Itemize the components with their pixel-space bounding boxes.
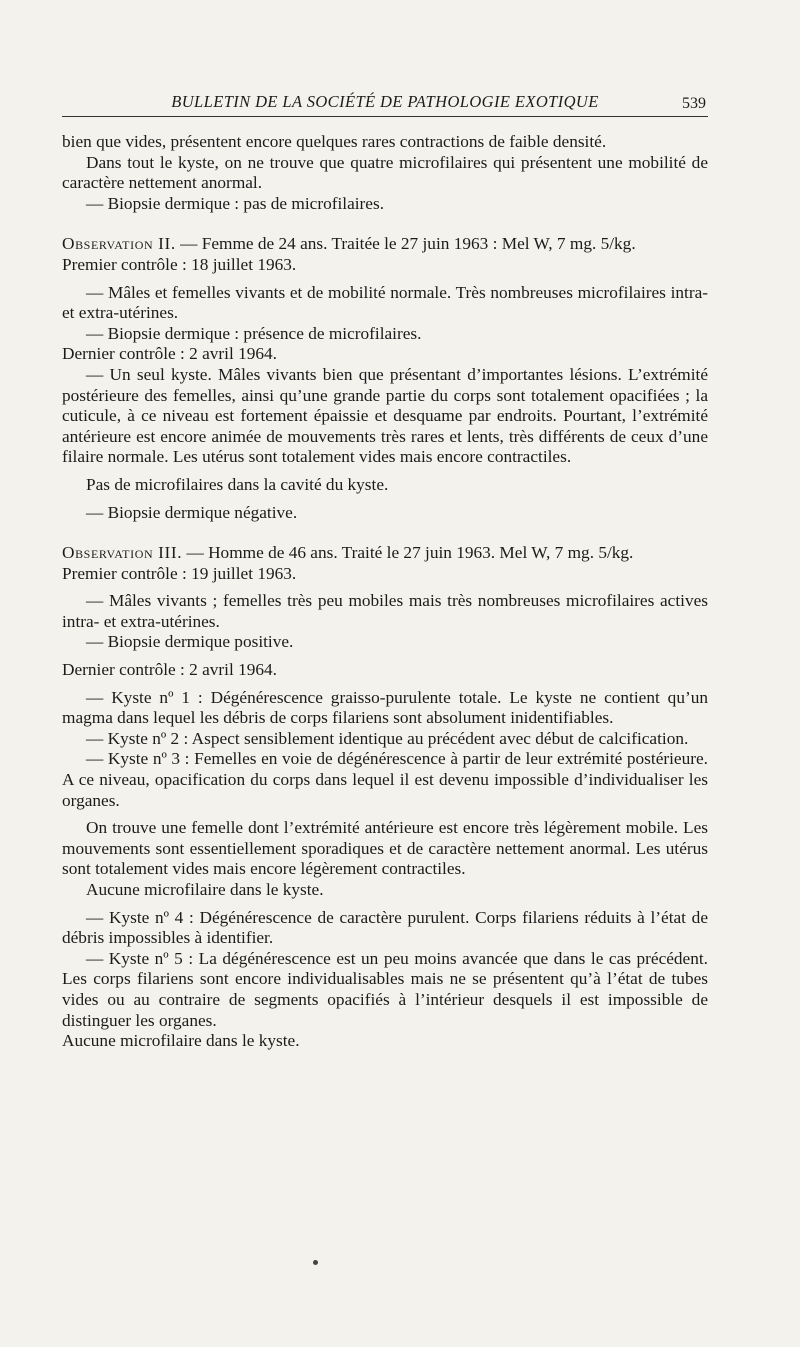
observation-2-heading (62, 234, 708, 255)
page-number: 539 (682, 95, 706, 112)
observation-3-heading (62, 543, 708, 564)
paragraph: — Biopsie dermique : présence de microfilaires. (86, 323, 422, 343)
paragraph: Premier contrôle : 19 juillet 1963. (62, 563, 297, 583)
paragraph: Aucune microfilaire dans le kyste. (86, 880, 324, 899)
observation-description: — Femme de 24 ans. Traitée le 27 juin 1963 : Mel W, 7 mg. 5/kg. (175, 234, 636, 254)
paragraph: — Kyste nº 5 : La dégénérescence est un peu moins avancée que dans le cas précédent. Les corps filariens sont encore individualisables mais ne se présentent qu’à l’état de tubes vides ou au contraire de segments opacifiés à l’intérieur desquels il est impossible de distinguer les organes. (62, 948, 708, 1030)
paragraph: Pas de microfilaires dans la cavité du kyste. (86, 474, 389, 494)
paragraph: — Mâles et femelles vivants et de mobilité normale. Très nombreuses microfilaires intra- et extra-utérines. (62, 282, 708, 323)
observation-description: — Homme de 46 ans. Traité le 27 juin 1963. Mel W, 7 mg. 5/kg. (182, 543, 634, 563)
paragraph: — Kyste nº 3 : Femelles en voie de dégénérescence à partir de leur extrémité postérieure. A ce niveau, opacification du corps dans lequel il est devenu impossible d’individualiser les organes. (62, 749, 708, 810)
paragraph: — Kyste nº 2 : Aspect sensiblement identique au précédent avec début de calcification. (86, 728, 689, 748)
paragraph: Aucune microfilaire dans le kyste. (62, 1031, 300, 1051)
paragraph: — Biopsie dermique positive. (86, 632, 294, 652)
paragraph: — Biopsie dermique négative. (86, 502, 298, 522)
paragraph: Premier contrôle : 18 juillet 1963. (62, 254, 297, 274)
paragraph: Dernier contrôle : 2 avril 1964. (62, 660, 277, 680)
paragraph: — Kyste nº 4 : Dégénérescence de caractère purulent. Corps filariens réduits à l’état de débris impossibles à identifier. (62, 907, 708, 948)
paragraph: — Mâles vivants ; femelles très peu mobiles mais très nombreuses microfilaires actives intra- et extra-utérines. (62, 591, 708, 631)
observation-label: Observation II. (62, 234, 176, 254)
observation-label: Observation III. (62, 543, 183, 563)
journal-title: BULLETIN DE LA SOCIÉTÉ DE PATHOLOGIE EXOTIQUE (171, 92, 599, 111)
ink-speck (313, 1260, 318, 1265)
paragraph: — Un seul kyste. Mâles vivants bien que présentant d’importantes lésions. L’extrémité postérieure des femelles, ainsi qu’une grande partie du corps sont totalement opacifiées ; la cuticule, à ce niveau est fortement épaissie et desquame par endroits. Pourtant, l’extrémité antérieure est encore animée de mouvements très rares et lents, très différents de ceux d’une filaire normale. Les utérus sont totalement vides mais encore contractiles. (62, 364, 708, 467)
paragraph: — Biopsie dermique : pas de microfilaires. (86, 193, 385, 213)
article-body (62, 132, 708, 1052)
running-header (62, 92, 708, 117)
paragraph: bien que vides, présentent encore quelques rares contractions de faible densité. (62, 132, 607, 151)
paragraph: On trouve une femelle dont l’extrémité antérieure est encore très légèrement mobile. Les mouvements sont essentiellement sporadiques et de caractère nettement anormal. Les utérus sont totalement vides mais encore légèrement contractiles. (62, 818, 708, 879)
paragraph: Dans tout le kyste, on ne trouve que quatre microfilaires qui présentent une mobilité de caractère nettement anormal. (62, 152, 708, 193)
paragraph: — Kyste nº 1 : Dégénérescence graisso-purulente totale. Le kyste ne contient qu’un magma dans lequel les débris de corps filariens sont absolument inidentifiables. (62, 687, 708, 728)
paragraph: Dernier contrôle : 2 avril 1964. (62, 344, 277, 364)
